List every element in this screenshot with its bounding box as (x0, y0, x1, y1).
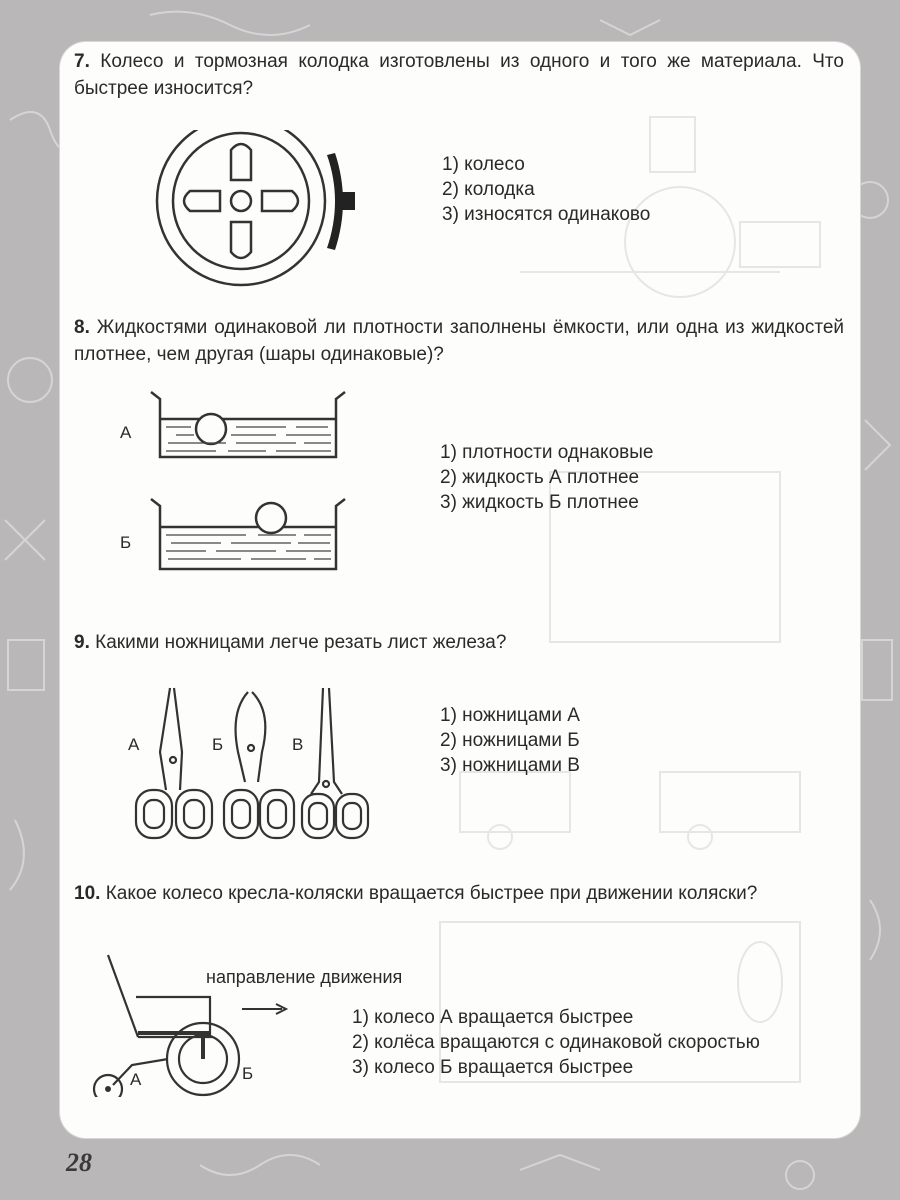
option-2[interactable]: 2) жидкость А плотнее (440, 467, 640, 488)
option-3[interactable]: 3) ножницами В (440, 755, 580, 776)
option-3[interactable]: 3) жидкость Б плотнее (440, 492, 639, 513)
option-2[interactable]: 2) колодка (442, 179, 535, 200)
option-3[interactable]: 3) износятся одинаково (442, 204, 651, 225)
question-9 (74, 629, 844, 656)
question-8 (74, 314, 844, 368)
option-1[interactable]: 1) ножницами А (440, 705, 580, 726)
container-label-b: Б (120, 533, 132, 552)
option-1[interactable]: 1) колесо (442, 154, 525, 175)
question-number: 7. (74, 51, 90, 72)
worksheet-page (60, 42, 860, 1138)
question-number: 10. (74, 883, 101, 904)
question-7 (74, 48, 844, 102)
question-7-options (442, 152, 650, 227)
question-text: Какими ножницами легче резать лист железа? (95, 632, 507, 653)
question-10-options (352, 1005, 760, 1080)
scissors-figure (130, 682, 380, 842)
question-number: 9. (74, 632, 90, 653)
option-1[interactable]: 1) плотности однаковые (440, 442, 654, 463)
scissors-label-a: А (128, 735, 140, 754)
liquid-containers-figure (146, 387, 356, 587)
brake-pad (327, 153, 343, 250)
scissors-label-v: В (292, 735, 304, 754)
option-3[interactable]: 3) колесо Б вращается быстрее (352, 1057, 634, 1078)
question-10 (74, 880, 844, 907)
question-text: Жидкостями одинаковой ли плотности заполнены ёмкости, или одна из жидкостей плотнее, чем другая (шары одинаковые)? (74, 317, 844, 365)
wheel-brake-figure (155, 130, 375, 290)
question-number: 8. (74, 317, 90, 338)
direction-label: направление движения (206, 967, 403, 987)
question-text: Какое колесо кресла-коляски вращается быстрее при движении коляски? (105, 883, 758, 904)
question-8-options (440, 440, 653, 515)
scissors-label-b: Б (212, 735, 224, 754)
question-text: Колесо и тормозная колодка изготовлены из одного и того же материала. Что быстрее износится? (74, 51, 844, 99)
page-number: 28 (66, 1148, 92, 1177)
option-1[interactable]: 1) колесо А вращается быстрее (352, 1007, 634, 1028)
question-9-options (440, 703, 580, 778)
wheel-label-a: А (130, 1070, 142, 1089)
container-label-a: А (120, 423, 132, 442)
option-2[interactable]: 2) ножницами Б (440, 730, 580, 751)
wheel-label-b: Б (242, 1064, 254, 1083)
wheelchair-figure (88, 947, 258, 1097)
option-2[interactable]: 2) колёса вращаются с одинаковой скоростью (352, 1032, 760, 1053)
